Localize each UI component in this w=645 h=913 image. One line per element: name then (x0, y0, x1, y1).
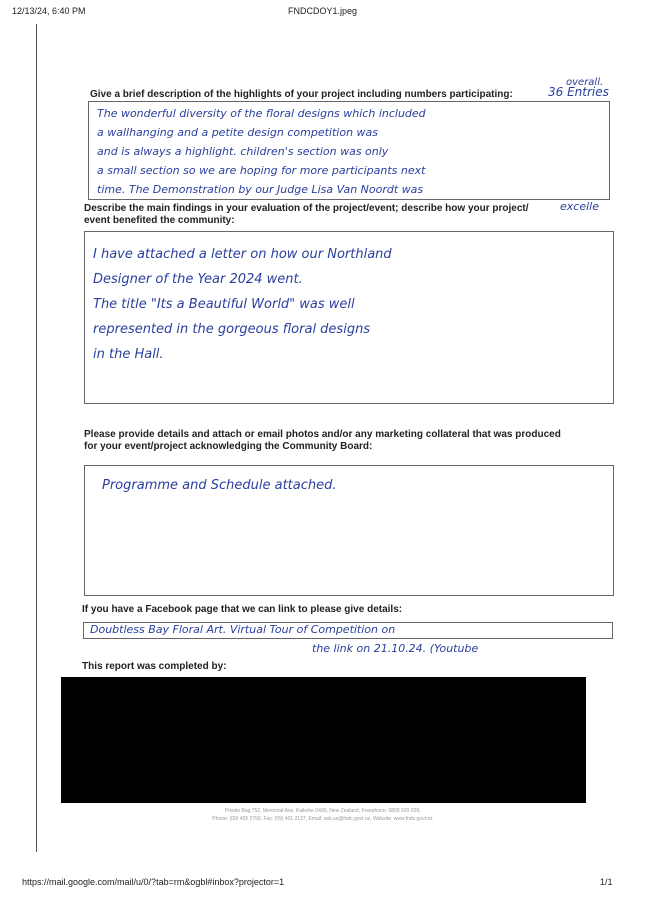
findings-question-line-1: Describe the main findings in your evaluation of the project/event; describe how your project/ (84, 203, 529, 214)
marketing-line-1: Programme and Schedule attached. (102, 478, 337, 493)
findings-line-1: I have attached a letter on how our Northland (93, 247, 392, 262)
highlights-line-5: time. The Demonstration by our Judge Lisa Van Noordt was (97, 183, 424, 196)
highlights-question: Give a brief description of the highlights of your project including numbers participating: (90, 89, 513, 100)
highlights-margin-note: overall. (566, 77, 604, 88)
marketing-question-line-2: for your event/project acknowledging the Community Board: (84, 441, 373, 452)
findings-answer (93, 242, 392, 367)
print-page-number: 1/1 (600, 877, 613, 887)
highlights-overflow: excelle (560, 200, 599, 213)
findings-line-3: The title "Its a Beautiful World" was well (93, 297, 355, 312)
scan-page-edge (36, 24, 37, 852)
findings-question (84, 203, 529, 227)
facebook-answer-line-2: the link on 21.10.24. (Youtube (312, 642, 479, 655)
print-url: https://mail.google.com/mail/u/0/?tab=rm&ogbl#inbox?projector=1 (22, 877, 285, 887)
findings-line-2: Designer of the Year 2024 went. (93, 272, 303, 287)
highlights-answer (97, 104, 426, 199)
highlights-line-3: and is always a highlight. children's section was only (97, 145, 389, 158)
highlights-line-1: The wonderful diversity of the floral designs which included (97, 107, 426, 120)
marketing-question (84, 429, 561, 453)
facebook-answer-line-1: Doubtless Bay Floral Art. Virtual Tour of Competition on (90, 623, 396, 636)
print-filename: FNDCDOY1.jpeg (287, 6, 358, 16)
highlights-line-2: a wallhanging and a petite design competition was (97, 126, 379, 139)
print-datetime: 12/13/24, 6:40 PM (12, 6, 86, 16)
highlights-inline-answer: 36 Entries (548, 85, 609, 99)
findings-line-5: in the Hall. (93, 347, 164, 362)
findings-line-4: represented in the gorgeous floral designs (93, 322, 371, 337)
form-footer-address: Private Bag 752, Memorial Ave, Kaikohe 0400, New Zealand, Freephone: 0800 920 029, (224, 808, 421, 814)
redaction-block (61, 677, 586, 803)
facebook-question: If you have a Facebook page that we can link to please give details: (82, 604, 403, 615)
findings-question-line-2: event benefited the community: (84, 215, 235, 226)
marketing-question-line-1: Please provide details and attach or email photos and/or any marketing collateral that was produced (84, 429, 561, 440)
form-footer-contact: Phone: (09) 405 2750, Fax: (09) 401 2137, Email: ask.us@fndc.govt.nz, Website: www.fndc.govt.nz (212, 816, 433, 822)
highlights-line-4: a small section so we are hoping for more participants next (97, 164, 426, 177)
completed-by-label: This report was completed by: (82, 661, 227, 672)
marketing-answer (102, 476, 337, 496)
